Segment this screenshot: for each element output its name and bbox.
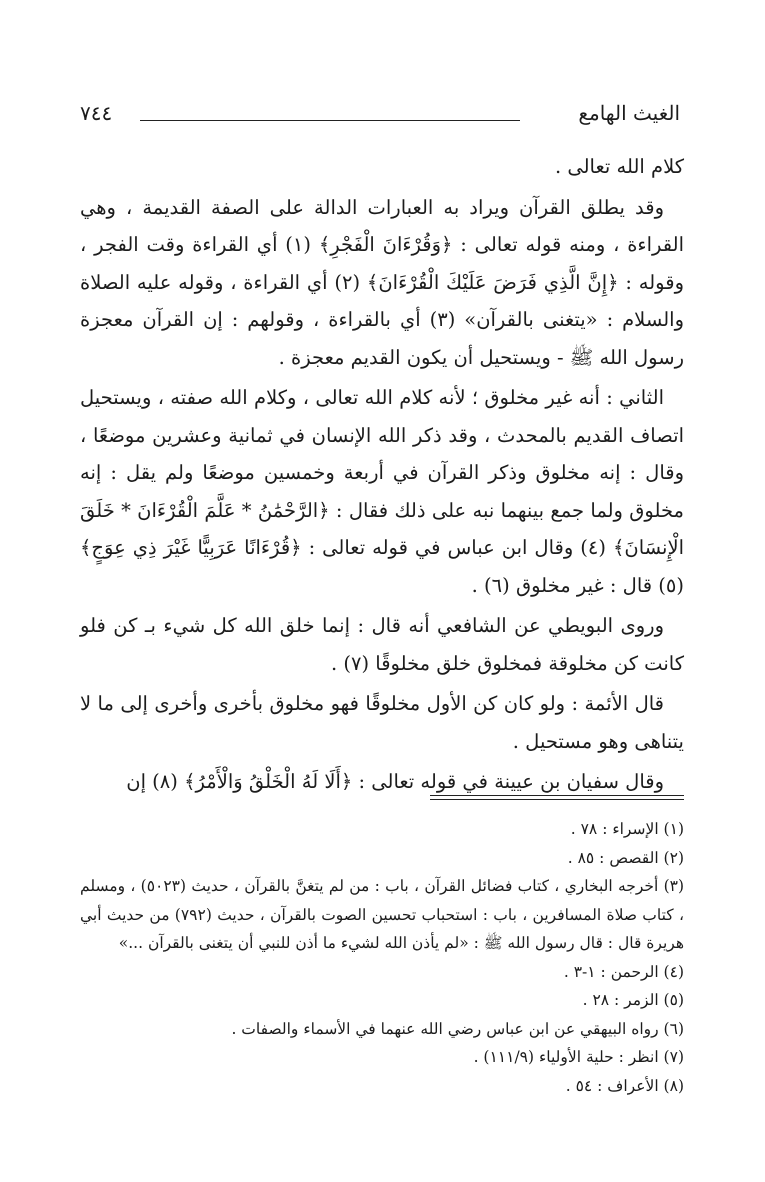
footnote: (٢) القصص : ٨٥ . [567, 848, 684, 867]
footnote: (١) الإسراء : ٧٨ . [570, 820, 684, 838]
footnote: (٥) الزمر : ٢٨ . [582, 991, 684, 1009]
footnote-divider [430, 795, 684, 800]
running-header [80, 101, 680, 141]
paragraph: قال الأئمة : ولو كان كن الأول مخلوقًا فهو مخلوق بأخرى وأخرى إلى ما لا يتناهى وهو مستحيل . [80, 692, 684, 753]
header-rule [140, 120, 520, 121]
page-number: ٧٤٤ [80, 101, 113, 125]
paragraph: وروى البويطي عن الشافعي أنه قال : إنما خلق الله كل شيء بـ كن فلو كانت كن مخلوقة فمخلوق خلق مخلوقًا (٧) . [80, 614, 684, 675]
paragraph: الثاني : أنه غير مخلوق ؛ لأنه كلام الله تعالى ، وكلام الله صفته ، ويستحيل اتصاف القديم بالمحدث ، وقد ذكر الله الإنسان في ثمانية وعشرين موضعًا ، وقال : إنه مخلوق وذكر القرآن في أربعة وخمسين موضعًا ولم يقل : إنه مخلوق ولما جمع بينهما نبه على ذلك فقال : ﴿الرَّحْمَٰنُ * عَلَّمَ الْقُرْءَانَ * خَلَقَ الْإِنسَانَ﴾ (٤) وقال ابن عباس في قوله تعالى : ﴿قُرْءَانًا عَرَبِيًّا غَيْرَ ذِي عِوَجٍ﴾ (٥) قال : غير مخلوق (٦) . [80, 386, 684, 597]
footnote: (٦) رواه البيهقي عن ابن عباس رضي الله عنهما في الأسماء والصفات . [231, 1019, 684, 1038]
book-title: الغيث الهامع [578, 101, 680, 125]
footnote: (٤) الرحمن : ١-٣ . [563, 962, 684, 981]
paragraph: وقال سفيان بن عيينة في قوله تعالى : ﴿أَلَا لَهُ الْخَلْقُ وَالْأَمْرُ﴾ (٨) إن [126, 770, 664, 793]
footnote: (٧) انظر : حلية الأولياء (١١١/٩) . [473, 1048, 684, 1066]
main-text [80, 148, 684, 804]
paragraph: وقد يطلق القرآن ويراد به العبارات الدالة على الصفة القديمة ، وهي القراءة ، ومنه قوله تعالى : ﴿وَقُرْءَانَ الْفَجْرِ﴾ (١) أي القراءة وقت الفجر ، وقوله : ﴿إِنَّ الَّذِي فَرَضَ عَلَيْكَ الْقُرْءَانَ﴾ (٢) أي القراءة ، وقوله عليه الصلاة والسلام : «يتغنى بالقرآن» (٣) أي بالقراءة ، وقولهم : إن القرآن معجزة رسول الله ﷺ - ويستحيل أن يكون القديم معجزة . [80, 195, 684, 369]
paragraph: كلام الله تعالى . [554, 155, 684, 178]
footnote: (٣) أخرجه البخاري ، كتاب فضائل القرآن ، باب : من لم يتغنَّ بالقرآن ، حديث (٥٠٢٣) ، ومسلم ، كتاب صلاة المسافرين ، باب : استحباب تحسين الصوت بالقرآن ، حديث (٧٩٢) من حديث أبي هريرة قال : قال رسول الله ﷺ : «لم يأذن الله لشيء ما أذن للنبي أن يتغنى بالقرآن ...» [80, 877, 685, 952]
footnotes [80, 815, 684, 1100]
footnote: (٨) الأعراف : ٥٤ . [565, 1076, 684, 1095]
